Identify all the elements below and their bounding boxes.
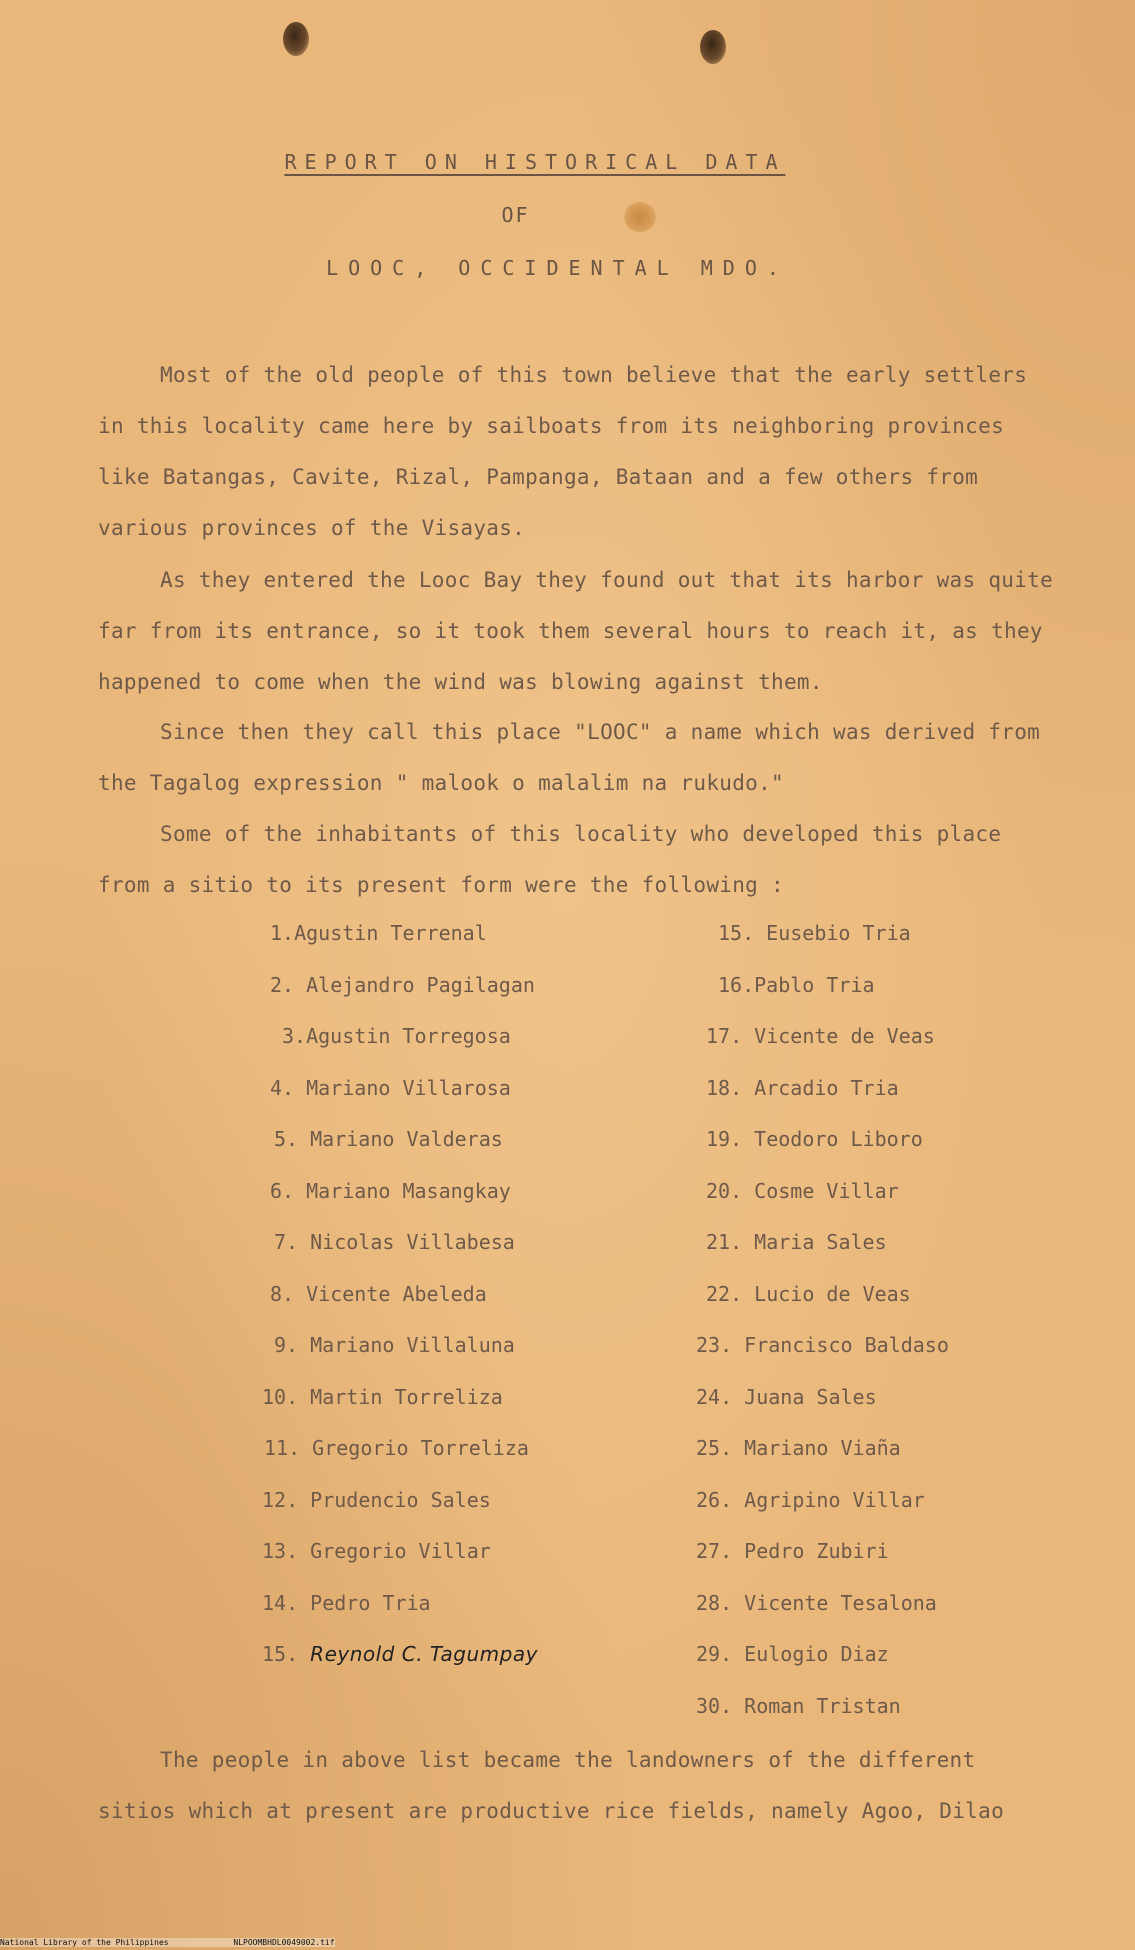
- list-item-handwritten: [262, 1629, 538, 1681]
- punch-hole-right: [700, 30, 726, 64]
- list-item: 29. Eulogio Diaz: [696, 1642, 889, 1666]
- list-item: 3.Agustin Torregosa: [282, 1024, 511, 1048]
- list-item: 30. Roman Tristan: [696, 1693, 901, 1718]
- list-item: 20. Cosme Villar: [706, 1178, 899, 1203]
- list-item: 6. Mariano Masangkay: [270, 1178, 511, 1203]
- document-title-of: OF: [501, 203, 530, 227]
- list-item: 13. Gregorio Villar: [262, 1539, 491, 1563]
- list-item: 1.Agustin Terrenal: [270, 921, 487, 945]
- list-item: 24. Juana Sales: [696, 1384, 877, 1409]
- list-item: 23. Francisco Baldaso: [696, 1333, 949, 1357]
- handwritten-number: 15.: [262, 1642, 299, 1666]
- paragraph-name-origin: Since then they call this place "LOOC" a name which was derived from the Tagalog expression " malook o malalim na rukudo.": [98, 720, 1041, 795]
- handwritten-signature: Reynold C. Tagumpay: [310, 1642, 538, 1666]
- names-list-left: [262, 908, 538, 1681]
- list-item: 9. Mariano Villaluna: [274, 1333, 515, 1357]
- list-item: 12. Prudencio Sales: [262, 1487, 491, 1512]
- list-item: 14. Pedro Tria: [262, 1590, 431, 1615]
- list-item: 10. Martin Torreliza: [262, 1384, 503, 1409]
- document-subtitle: LOOC, OCCIDENTAL MDO.: [326, 256, 789, 280]
- list-item: 27. Pedro Zubiri: [696, 1539, 889, 1563]
- punch-hole-left: [283, 22, 309, 56]
- list-item: 17. Vicente de Veas: [706, 1024, 935, 1048]
- list-item: 7. Nicolas Villabesa: [274, 1230, 515, 1254]
- list-item: 15. Eusebio Tria: [718, 921, 911, 945]
- list-item: 16.Pablo Tria: [718, 972, 875, 997]
- list-item: 19. Teodoro Liboro: [706, 1127, 923, 1151]
- list-item: 4. Mariano Villarosa: [270, 1075, 511, 1100]
- document-title: REPORT ON HISTORICAL DATA: [284, 150, 786, 174]
- list-item: 8. Vicente Abeleda: [270, 1281, 487, 1306]
- scan-footer: [0, 1938, 335, 1947]
- paragraph-early-settlers: Most of the old people of this town believe that the early settlers in this locality came here by sailboats from its neighboring provinces like Batangas, Cavite, Rizal, Pampanga, Bataan and a few others from various provinces of the Visayas.: [98, 363, 1028, 540]
- paragraph-landowners: The people in above list became the landowners of the different sitios which at present are productive rice fields, namely Agoo, Dilao: [98, 1748, 1005, 1823]
- list-item: 22. Lucio de Veas: [706, 1281, 911, 1306]
- list-item: 11. Gregorio Torreliza: [264, 1436, 529, 1460]
- paragraph-looc-bay: As they entered the Looc Bay they found out that its harbor was quite far from its entrance, so it took them several hours to reach it, as they happened to come when the wind was blowing against them.: [98, 568, 1054, 694]
- footer-library: National Library of the Philippines: [0, 1938, 169, 1947]
- list-item: 5. Mariano Valderas: [274, 1127, 503, 1151]
- footer-filename: NLPOOMBHDL0049002.tif: [233, 1938, 335, 1947]
- names-list-right: [690, 908, 949, 1732]
- list-item: 25. Mariano Viaña: [696, 1436, 901, 1460]
- list-item: 26. Agripino Villar: [696, 1487, 925, 1512]
- list-item: 18. Arcadio Tria: [706, 1075, 899, 1100]
- list-item: 21. Maria Sales: [706, 1230, 887, 1254]
- list-item: 28. Vicente Tesalona: [696, 1590, 937, 1615]
- paragraph-inhabitants-intro: Some of the inhabitants of this locality who developed this place from a sitio to its present form were the following :: [98, 822, 1002, 897]
- list-item: 2. Alejandro Pagilagan: [270, 972, 535, 997]
